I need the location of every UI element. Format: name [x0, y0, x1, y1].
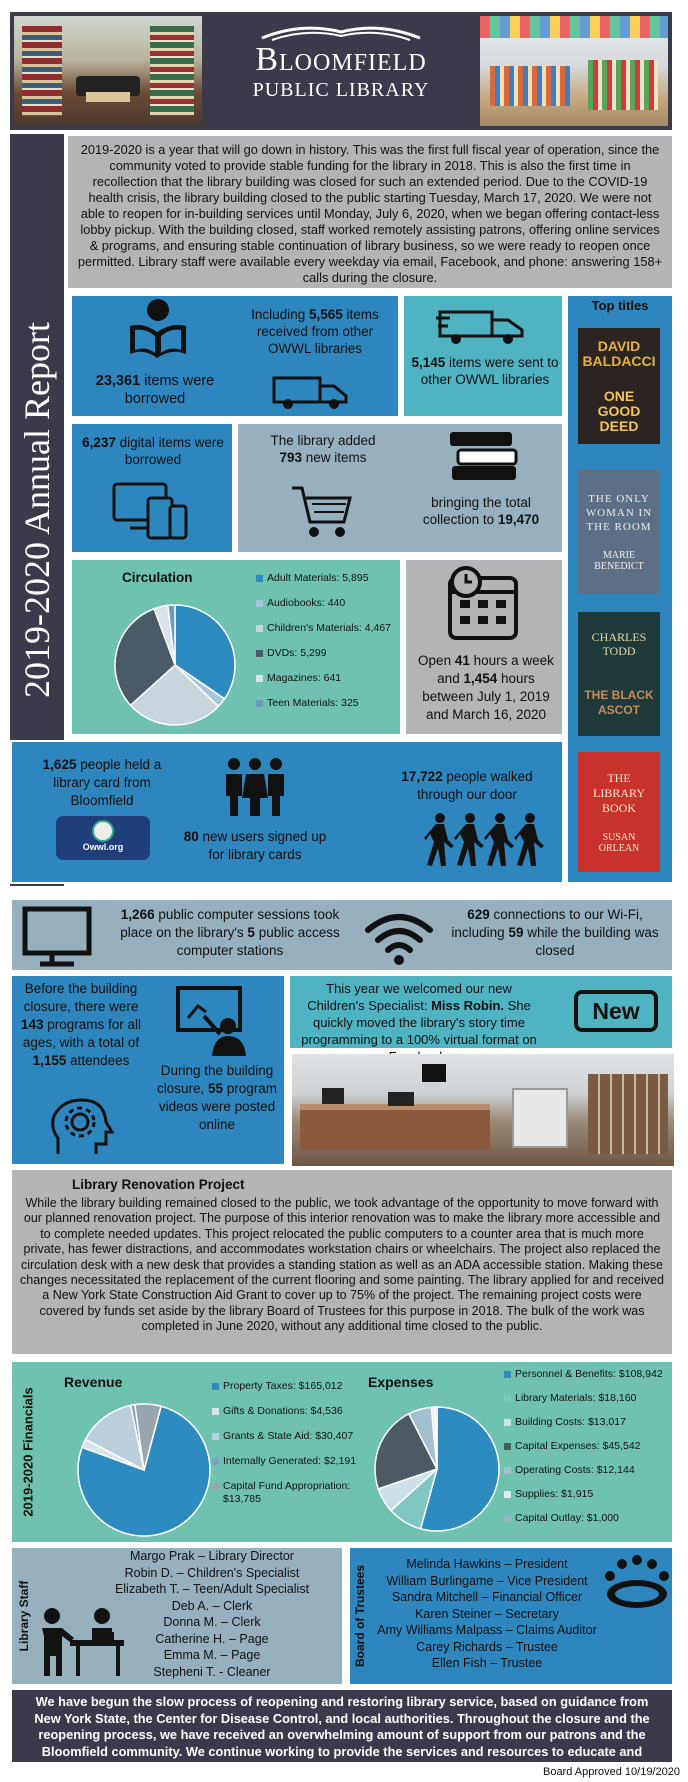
renovation-heading: Library Renovation Project: [72, 1177, 245, 1192]
expenses-legend: [504, 1368, 672, 1536]
visitors-text: people walked through our door: [417, 769, 533, 802]
legend-swatch: [212, 1458, 219, 1465]
legend-swatch: [256, 700, 263, 707]
circulation-heading: Circulation: [122, 570, 193, 585]
cards-number: 1,625: [42, 757, 77, 772]
library-name-line1: Bloomfield: [255, 41, 427, 78]
book-stack-icon: [444, 428, 524, 484]
new-staff-prefix: This year we welcomed our new Children's Specialist:: [307, 981, 512, 1013]
added-panel: [236, 422, 564, 554]
added-number: 793: [279, 450, 302, 465]
trustee-member: Amy Williams Malpass – Claims Auditor: [377, 1623, 597, 1637]
presenter-icon: [174, 986, 254, 1058]
open-book-icon: [202, 20, 480, 42]
wifi-number: 629: [467, 907, 490, 922]
legend-swatch: [256, 575, 263, 582]
legend-swatch: [256, 675, 263, 682]
trustee-member: Karen Steiner – Secretary: [415, 1606, 559, 1621]
received-number: 5,565: [308, 307, 343, 322]
reader-icon: [118, 296, 198, 366]
head-gear-icon: [48, 1098, 118, 1158]
legend-item: [504, 1416, 672, 1429]
hours-mid: hours a week and: [437, 653, 554, 686]
legend-item: [256, 697, 400, 710]
legend-swatch: [504, 1491, 511, 1498]
computer-sessions-number: 1,266: [120, 907, 155, 922]
attendees-number: 1,155: [32, 1053, 67, 1068]
hours-prefix: Open: [418, 653, 452, 668]
expenses-pie-chart: [372, 1404, 502, 1534]
legend-swatch: [504, 1419, 511, 1426]
trustees-list: [372, 1556, 602, 1672]
legend-label: Property Taxes: $165,012: [223, 1380, 343, 1392]
library-logo: [202, 20, 480, 120]
revenue-legend: [212, 1380, 360, 1518]
legend-item: [256, 672, 400, 685]
staff-member: Deb A. – Clerk: [171, 1598, 253, 1613]
boardroom-icon: [602, 1554, 672, 1618]
calendar-clock-icon: [444, 566, 524, 642]
sent-panel: [402, 294, 564, 418]
legend-swatch: [504, 1467, 511, 1474]
book-3-title: THE BLACK ASCOT: [584, 688, 654, 717]
staff-member: Catherine H. – Page: [155, 1631, 269, 1646]
legend-item: [256, 647, 400, 660]
legend-item: [504, 1440, 672, 1453]
staff-member: Emma M. – Page: [163, 1648, 261, 1662]
videos-text: program videos were posted online: [158, 1081, 278, 1132]
footer-approval: Board Approved 10/19/2020: [542, 1766, 680, 1778]
digital-panel: [70, 422, 234, 554]
book-4-title: THE LIBRARY BOOK: [592, 770, 645, 815]
staff-list: [92, 1548, 332, 1680]
header-photo-right: [480, 16, 668, 126]
new-staff-text: She quickly moved the library's story time programming to a 100% virtual format on: [301, 998, 537, 1047]
staff-member: Elizabeth T. – Teen/Adult Specialist: [114, 1582, 310, 1596]
received-text: items received from other OWWL libraries: [256, 307, 379, 356]
legend-label: Operating Costs: $12,144: [515, 1464, 635, 1476]
added-text: new items: [305, 450, 367, 465]
staff-member: Donna M. – Clerk: [163, 1615, 261, 1629]
staff-side-label: Library Staff: [17, 1580, 31, 1652]
renovation-photo: [292, 1054, 674, 1166]
revenue-pie-chart: [74, 1400, 214, 1540]
legend-label: Building Costs: $13,017: [515, 1416, 626, 1428]
digital-text: digital items were borrowed: [119, 435, 224, 467]
legend-swatch: [504, 1371, 511, 1378]
wifi-icon: [362, 908, 436, 966]
circulation-panel: [70, 558, 402, 736]
legend-label: Adult Materials: 5,895: [267, 572, 369, 584]
wifi-closed-number: 59: [508, 925, 524, 940]
hours-suffix: hours between July 1, 2019 and March 16, 2020: [422, 671, 550, 722]
computers-panel: [10, 898, 674, 972]
book-cover-1[interactable]: [578, 328, 660, 444]
new-badge: New: [574, 990, 658, 1032]
total-prefix: bringing the total collection to: [422, 495, 531, 527]
book-4-author: SUSAN ORLEAN: [598, 831, 640, 854]
legend-item: [504, 1464, 672, 1477]
programs-number: 143: [20, 1017, 44, 1032]
received-prefix: Including: [251, 307, 306, 322]
sent-text: items were sent to other OWWL libraries: [420, 355, 559, 387]
legend-label: Personnel & Benefits: $108,942: [515, 1368, 663, 1380]
people-icon: [220, 756, 290, 818]
staff-member: Stepheni T. - Cleaner: [153, 1664, 271, 1679]
delivery-truck-icon: [272, 372, 352, 412]
hours-total-number: 1,454: [463, 671, 498, 686]
book-cover-2[interactable]: [578, 470, 660, 594]
computer-monitor-icon: [22, 906, 92, 968]
legend-item: [212, 1430, 360, 1443]
book-1-author: DAVID BALDACCI: [582, 337, 656, 369]
new-users-number: 80: [183, 829, 199, 844]
side-title: 2019-2020 Annual Report: [17, 322, 57, 698]
financials-panel: [10, 1360, 674, 1544]
legend-item: [504, 1368, 672, 1381]
borrowed-panel: [70, 294, 400, 418]
circulation-legend: [256, 572, 400, 722]
legend-swatch: [504, 1395, 511, 1402]
book-cover-3[interactable]: [578, 612, 660, 736]
staff-member: Margo Prak – Library Director: [130, 1549, 294, 1563]
videos-number: 55: [207, 1081, 224, 1096]
expenses-heading: Expenses: [368, 1374, 434, 1390]
revenue-heading: Revenue: [64, 1374, 123, 1390]
legend-swatch: [256, 650, 263, 657]
added-prefix: The library added: [270, 433, 376, 448]
legend-swatch: [212, 1408, 219, 1415]
legend-item: [504, 1488, 672, 1501]
financials-side-label: 2019-2020 Financials: [20, 1387, 36, 1517]
legend-label: Audiobooks: 440: [267, 597, 346, 609]
legend-label: Gifts & Donations: $4,536: [223, 1405, 343, 1417]
header-photo-left: [14, 16, 202, 126]
legend-item: [212, 1380, 360, 1393]
legend-item: [256, 597, 400, 610]
new-staff-name: Miss Robin.: [431, 998, 505, 1013]
legend-item: [256, 622, 400, 635]
renovation-panel: [10, 1168, 674, 1356]
digital-number: 6,237: [82, 435, 116, 450]
legend-label: DVDs: 5,299: [267, 647, 327, 659]
legend-item: [212, 1405, 360, 1418]
top-titles-heading: Top titles: [591, 298, 649, 313]
borrowed-text: items were borrowed: [124, 373, 215, 407]
new-staff-panel: [288, 974, 674, 1050]
legend-label: Teen Materials: 325: [267, 697, 359, 709]
new-users-text: new users signed up for library cards: [202, 829, 327, 862]
shopping-cart-icon: [290, 482, 354, 542]
visitors-number: 17,722: [401, 769, 443, 784]
moving-truck-icon: [436, 304, 532, 348]
circulation-pie-chart: [110, 600, 240, 730]
legend-label: Magazines: 641: [267, 672, 342, 684]
staff-panel: [10, 1546, 344, 1686]
legend-label: Capital Fund Appropriation: $13,785: [223, 1480, 351, 1505]
total-number: 19,470: [497, 512, 540, 527]
trustee-member: William Burlingame – Vice President: [386, 1573, 588, 1588]
trustee-member: Carey Richards – Trustee: [416, 1639, 558, 1654]
trustees-panel: [348, 1546, 674, 1686]
legend-swatch: [256, 625, 263, 632]
wifi-closed-text: while the building was closed: [527, 925, 659, 958]
book-3-author: CHARLES TODD: [591, 630, 647, 658]
intro-panel: [66, 134, 674, 290]
walking-people-icon: [424, 812, 544, 868]
legend-item: [212, 1480, 360, 1506]
computer-stations-number: 5: [247, 925, 255, 940]
closing-text: We have begun the slow process of reopening and restoring library service, based on guidance from New York State, the Center for Disease Control, and local authorities. Throughout the closure and the reopening process, we have received an overwhelming amount of support from our patrons and the Bloomfield community. We continue working to provide the services and resources to educate and enrich our community.: [34, 1694, 650, 1775]
programs-mid: programs for all ages, with a total of: [22, 1017, 142, 1050]
legend-item: [256, 572, 400, 585]
cards-text: people held a library card from Bloomfield: [53, 757, 162, 808]
trustee-member: Sandra Mitchell – Financial Officer: [391, 1590, 583, 1604]
trustee-member: Ellen Fish – Trustee: [431, 1656, 543, 1670]
computer-stations-text: public access computer stations: [176, 925, 340, 958]
borrowed-number: 23,361: [95, 373, 141, 389]
legend-item: [504, 1512, 672, 1525]
legend-swatch: [212, 1433, 219, 1440]
legend-label: Capital Outlay: $1,000: [515, 1512, 619, 1524]
legend-label: Capital Expenses: $45,542: [515, 1440, 641, 1452]
library-name-line2: PUBLIC LIBRARY: [252, 79, 430, 101]
sent-number: 5,145: [411, 355, 446, 370]
hours-week-number: 41: [454, 653, 470, 668]
programs-panel: [10, 974, 286, 1166]
legend-item: [212, 1455, 360, 1468]
legend-swatch: [256, 600, 263, 607]
book-2-title: THE ONLY WOMAN IN THE ROOM: [585, 493, 653, 533]
renovation-text: While the library building remained closed to the public, we took advantage of the opportunity to move forward with our planned renovation project. The purpose of this interior renovation was to make the library more accessible and to complete needed updates. This project relocated the public computers to a counter area that is much more private, has fewer distractions, and accommodates workstation chairs or wheelchairs. The project also replaced the circulation desk with a new desk that provides a standing station as well as an ADA accessible station. Making these changes necessitated the replacement of the current flooring and some painting. The library applied for and received a New York State Construction Aid Grant to cover up to 75% of the project. The remaining project costs were covered by funds set aside by the library Board of Trustees for this purpose in 2018. The bulk of the work was completed in June 2020, without any additional time closed to the public.: [20, 1196, 664, 1334]
legend-item: [504, 1392, 672, 1405]
owwl-logo: [56, 816, 150, 860]
legend-swatch: [504, 1443, 511, 1450]
book-1-title: ONE GOOD DEED: [597, 387, 641, 434]
book-cover-4[interactable]: [578, 752, 660, 872]
programs-prefix: Before the building closure, there were: [23, 981, 139, 1014]
legend-label: Children's Materials: 4,467: [267, 622, 391, 634]
book-2-author: MARIE BENEDICT: [594, 550, 644, 572]
computer-sessions-text: public computer sessions took place on the library's: [120, 907, 340, 940]
legend-label: Supplies: $1,915: [515, 1488, 594, 1500]
videos-prefix: During the building closure,: [156, 1063, 274, 1096]
hours-panel: [404, 558, 564, 736]
trustee-member: Melinda Hawkins – President: [406, 1557, 568, 1571]
staff-member: Robin D. – Children's Specialist: [124, 1565, 300, 1580]
legend-label: Grants & State Aid: $30,407: [223, 1430, 354, 1442]
legend-label: Internally Generated: $2,191: [223, 1455, 357, 1467]
trustees-side-label: Board of Trustees: [353, 1564, 367, 1668]
legend-label: Library Materials: $18,160: [515, 1392, 637, 1404]
wifi-text: connections to our Wi-Fi, including: [451, 907, 643, 940]
intro-text: 2019-2020 is a year that will go down in history. This was the first full fiscal year of operation, since the community voted to provide stable funding for the library in 2018. This is also the first time in recollection that the library building was closed for such an extended period. Due to the COVID-19 health crisis, the library building closed to the public starting Tuesday, March 17, 2020. We were not able to reopen for in-building services until Monday, July 6, 2020, when we began offering contact-less lobby pickup. With the building closed, staff worked remotely assisting patrons, offering online services & programs, and ensuring stable continuation of library business, so we were ready to reopen once permitted. Library staff were available every weekday via email, Facebook, and phone: answering 158+ calls during the closure.: [77, 142, 663, 285]
patrons-panel: [10, 740, 564, 884]
legend-swatch: [212, 1483, 219, 1490]
owwl-logo-text: Owwl.org: [82, 842, 124, 852]
devices-icon: [112, 480, 192, 544]
legend-swatch: [212, 1383, 219, 1390]
attendees-text: attendees: [70, 1053, 130, 1068]
legend-swatch: [504, 1515, 511, 1522]
